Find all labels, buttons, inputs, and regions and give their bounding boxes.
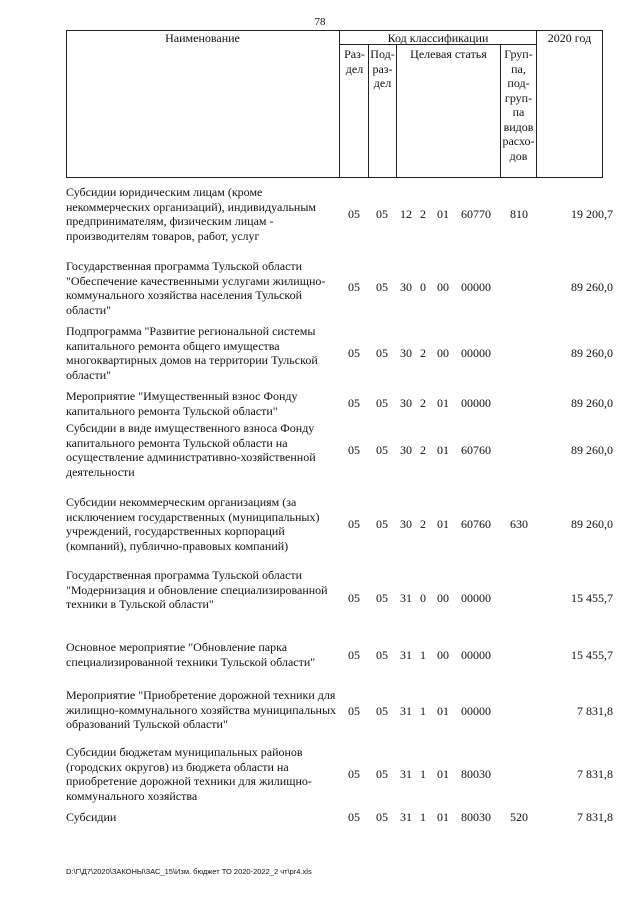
row-amount: 89 260,0	[571, 280, 613, 294]
table-row	[0, 568, 640, 628]
code-vr: 630	[510, 517, 528, 531]
row-amount: 89 260,0	[571, 396, 613, 410]
row-amount: 7 831,8	[577, 810, 613, 824]
code-podrazdel: 05	[376, 207, 388, 221]
code-podrazdel: 05	[376, 648, 388, 662]
code-cs1: 31	[400, 704, 412, 718]
code-cs2: 2	[420, 346, 426, 360]
code-podrazdel: 05	[376, 280, 388, 294]
code-podrazdel: 05	[376, 443, 388, 457]
code-podrazdel: 05	[376, 704, 388, 718]
row-name: Субсидии бюджетам муниципальных районов (городских округов) из бюджета области на приобретение дорожной техники для жилищно-коммунального хозяйства	[66, 745, 312, 803]
code-cs4: 00000	[461, 396, 491, 410]
header-border-bottom	[66, 177, 603, 178]
code-cs2: 0	[420, 280, 426, 294]
code-podrazdel: 05	[376, 396, 388, 410]
file-path-footer: D:\Г\Д7\2020\ЗАКОНЫ\ЗАС_15\Изм. бюджет ТО 2020-2022_2 чт\pr4.xls	[66, 867, 312, 876]
row-name: Мероприятие "Приобретение дорожной техники для жилищно-коммунального хозяйства муниципальных образований Тульской области"	[66, 688, 337, 731]
code-cs1: 12	[400, 207, 412, 221]
code-razdel: 05	[348, 396, 360, 410]
code-cs3: 00	[437, 591, 449, 605]
code-cs2: 2	[420, 207, 426, 221]
code-cs4: 80030	[461, 810, 491, 824]
code-cs4: 60770	[461, 207, 491, 221]
code-cs2: 2	[420, 396, 426, 410]
code-podrazdel: 05	[376, 346, 388, 360]
code-cs4: 00000	[461, 280, 491, 294]
code-cs3: 01	[437, 704, 449, 718]
row-name: Основное мероприятие "Обновление парка специализированной техники Тульской области"	[66, 640, 316, 669]
code-cs3: 00	[437, 280, 449, 294]
code-cs3: 00	[437, 648, 449, 662]
header-expense-group: Груп- па, под- груп- па видов расхо- дов	[502, 47, 535, 163]
code-cs2: 1	[420, 648, 426, 662]
code-cs4: 00000	[461, 648, 491, 662]
row-amount: 15 455,7	[571, 648, 613, 662]
row-name: Государственная программа Тульской области "Модернизация и обновление специализированной техники в Тульской области"	[66, 568, 328, 611]
row-amount: 89 260,0	[571, 443, 613, 457]
code-vr: 810	[510, 207, 528, 221]
header-border-left	[66, 30, 67, 178]
row-amount: 15 455,7	[571, 591, 613, 605]
table-row	[0, 495, 640, 555]
code-cs3: 01	[437, 767, 449, 781]
code-cs3: 00	[437, 346, 449, 360]
row-amount: 7 831,8	[577, 767, 613, 781]
code-razdel: 05	[348, 591, 360, 605]
page-number: 78	[314, 16, 326, 28]
code-cs3: 01	[437, 517, 449, 531]
code-razdel: 05	[348, 517, 360, 531]
header-name: Наименование	[165, 31, 240, 45]
code-razdel: 05	[348, 704, 360, 718]
code-cs4: 00000	[461, 591, 491, 605]
code-razdel: 05	[348, 207, 360, 221]
code-cs2: 2	[420, 517, 426, 531]
row-name: Субсидии некоммерческим организациям (за исключением государственных (муниципальных) учреждений, государственных корпораций (компаний), публично-правовых компаний)	[66, 495, 320, 553]
row-name: Мероприятие "Имущественный взнос Фонду капитального ремонта Тульской области"	[66, 389, 298, 418]
table-row	[0, 389, 640, 419]
code-cs1: 30	[400, 443, 412, 457]
header-border-right	[602, 30, 603, 178]
row-name: Подпрограмма "Развитие региональной системы капитального ремонта общего имущества многоквартирных домов на территории Тульской области"	[66, 324, 318, 382]
code-cs3: 01	[437, 207, 449, 221]
header-subsection: Под- раз- дел	[370, 47, 395, 90]
code-cs4: 00000	[461, 704, 491, 718]
header-divider	[536, 30, 537, 178]
code-podrazdel: 05	[376, 767, 388, 781]
code-cs2: 1	[420, 810, 426, 824]
code-cs2: 1	[420, 704, 426, 718]
code-podrazdel: 05	[376, 517, 388, 531]
code-podrazdel: 05	[376, 591, 388, 605]
code-razdel: 05	[348, 443, 360, 457]
code-razdel: 05	[348, 767, 360, 781]
row-amount: 19 200,7	[571, 207, 613, 221]
row-amount: 89 260,0	[571, 346, 613, 360]
code-cs3: 01	[437, 443, 449, 457]
table-header	[66, 30, 603, 178]
code-cs1: 31	[400, 810, 412, 824]
table-row	[0, 640, 640, 670]
table-row	[0, 324, 640, 384]
row-name: Государственная программа Тульской области "Обеспечение качественными услугами жилищно-коммунального хозяйства населения Тульской области"	[66, 259, 326, 317]
code-razdel: 05	[348, 810, 360, 824]
table-row	[0, 185, 640, 245]
code-razdel: 05	[348, 648, 360, 662]
table-row	[0, 259, 640, 319]
table-row	[0, 688, 640, 733]
code-razdel: 05	[348, 280, 360, 294]
code-cs3: 01	[437, 396, 449, 410]
code-cs4: 80030	[461, 767, 491, 781]
header-classification: Код классификации	[387, 31, 489, 45]
code-cs1: 31	[400, 648, 412, 662]
header-section: Раз- дел	[344, 47, 365, 76]
header-divider	[339, 30, 340, 178]
header-year: 2020 год	[547, 31, 592, 45]
code-vr: 520	[510, 810, 528, 824]
code-cs2: 2	[420, 443, 426, 457]
code-cs2: 0	[420, 591, 426, 605]
code-cs1: 30	[400, 346, 412, 360]
header-target-article: Целевая статья	[410, 47, 487, 61]
code-cs4: 60760	[461, 443, 491, 457]
code-cs4: 00000	[461, 346, 491, 360]
code-cs3: 01	[437, 810, 449, 824]
row-name: Субсидии юридическим лицам (кроме некоммерческих организаций), индивидуальным предпринимателям, физическим лицам - производителям товаров, работ, услуг	[66, 185, 316, 243]
row-amount: 7 831,8	[577, 704, 613, 718]
table-row	[0, 421, 640, 481]
row-name: Субсидии в виде имущественного взноса Фонду капитального ремонта Тульской области на осуществление административно-хозяйственной деятельности	[66, 421, 316, 479]
code-razdel: 05	[348, 346, 360, 360]
row-amount: 89 260,0	[571, 517, 613, 531]
code-cs4: 60760	[461, 517, 491, 531]
code-cs1: 31	[400, 767, 412, 781]
code-cs1: 31	[400, 591, 412, 605]
row-name: Субсидии	[66, 810, 117, 824]
table-row	[0, 810, 640, 826]
code-cs1: 30	[400, 280, 412, 294]
code-cs2: 1	[420, 767, 426, 781]
table-row	[0, 745, 640, 805]
code-cs1: 30	[400, 517, 412, 531]
code-podrazdel: 05	[376, 810, 388, 824]
code-cs1: 30	[400, 396, 412, 410]
header-divider	[396, 44, 397, 178]
